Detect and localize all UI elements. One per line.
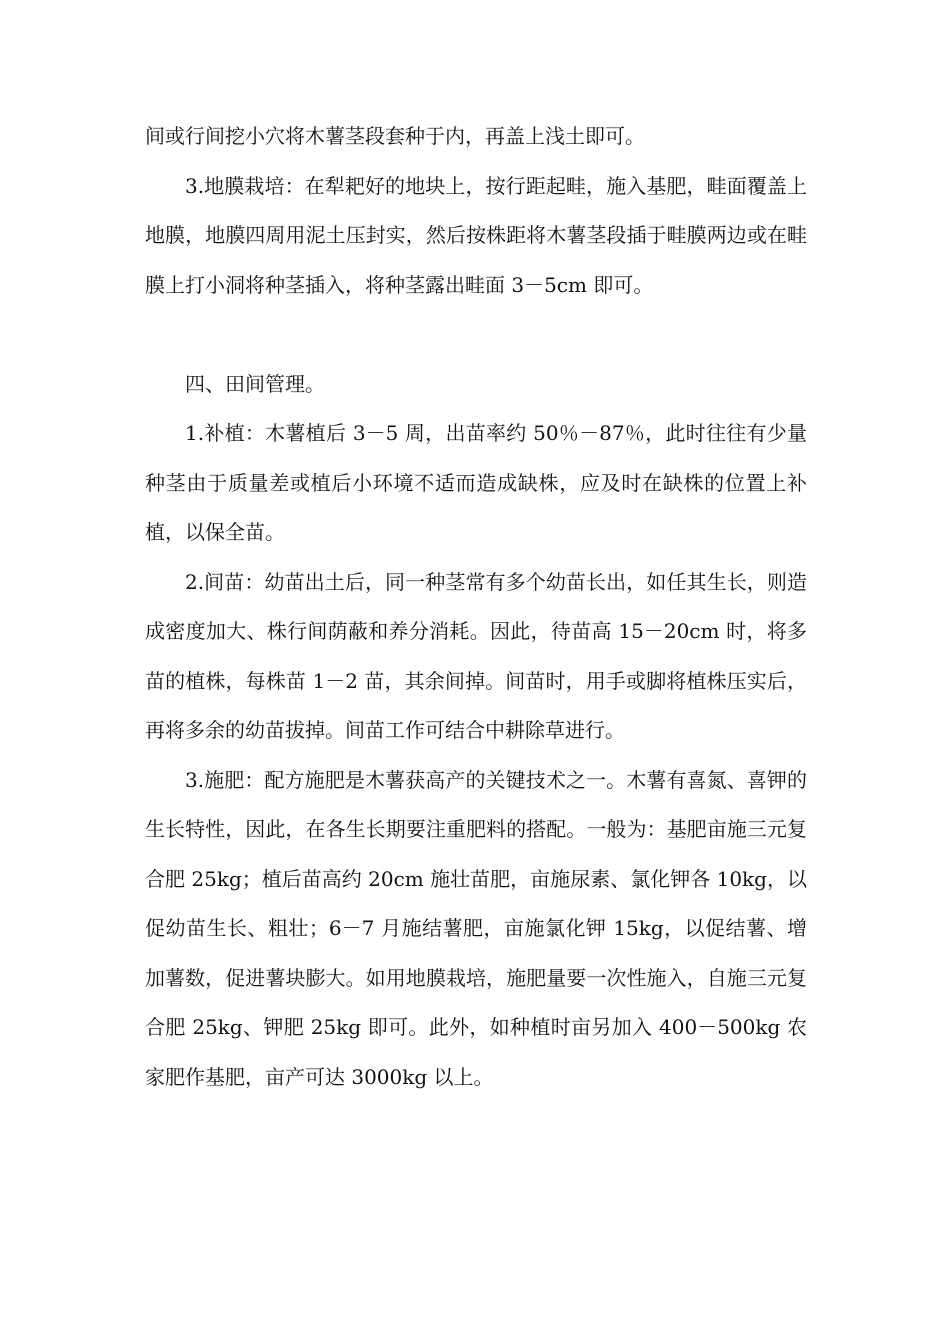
paragraph-replanting: 1.补植：木薯植后 3－5 周，出苗率约 50％－87％，此时往往有少量种茎由于质量差或植后小环境不适而造成缺株，应及时在缺株的位置上补植，以保全苗。 bbox=[145, 421, 807, 544]
paragraph-mulch-cultivation: 3.地膜栽培：在犁耙好的地块上，按行距起畦，施入基肥，畦面覆盖上地膜，地膜四周用泥土压封实，然后按株距将木薯茎段插于畦膜两边或在畦膜上打小洞将种茎插入，将种茎露出畦面 3－5cm 即可。 bbox=[145, 173, 807, 297]
paragraph-thinning: 2.间苗：幼苗出土后，同一种茎常有多个幼苗长出，如任其生长，则造成密度加大、株行间荫蔽和养分消耗。因此，待苗高 15－20cm 时，将多苗的植株，每株苗 1－2 苗，其余间掉。间苗时，用手或脚将植株压实后，再将多余的幼苗拔掉。间苗工作可结合中耕除草进行。 bbox=[145, 569, 807, 742]
paragraph-continuation: 间或行间挖小穴将木薯茎段套种于内，再盖上浅土即可。 bbox=[145, 124, 645, 148]
document-body bbox=[145, 112, 807, 1102]
section-heading-field-management: 四、田间管理。 bbox=[185, 371, 325, 396]
paragraph-fertilization: 3.施肥：配方施肥是木薯获高产的关键技术之一。木薯有喜氮、喜钾的生长特性，因此，在各生长期要注重肥料的搭配。一般为：基肥亩施三元复合肥 25kg；植后苗高约 20cm 施壮苗肥，亩施尿素、氯化钾各 10kg，以促幼苗生长、粗壮；6－7 月施结薯肥，亩施氯化钾 15kg，以促结薯、增加薯数，促进薯块膨大。如用地膜栽培，施肥量要一次性施入，自施三元复合肥 25kg、钾肥 25kg 即可。此外，如种植时亩另加入 400－500kg 农家肥作基肥，亩产可达 3000kg 以上。 bbox=[145, 767, 807, 1089]
